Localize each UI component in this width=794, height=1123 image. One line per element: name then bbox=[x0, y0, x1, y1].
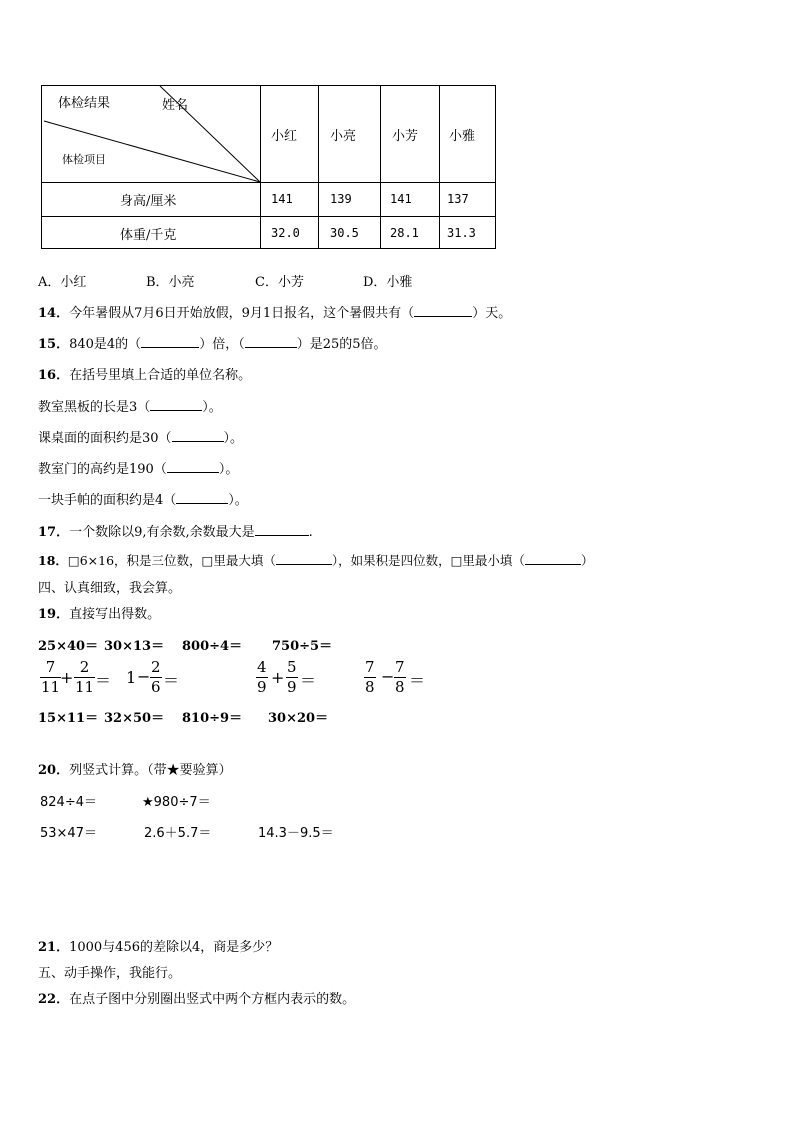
header-item: 体检项目 bbox=[62, 153, 106, 166]
row-label-height: 身高/厘米 bbox=[120, 194, 177, 209]
question-15: 15．840是4的（ ）倍，（ ）是25的5倍。 bbox=[38, 337, 387, 352]
question-16-line: 教室黑板的长是3（ ）。 bbox=[38, 400, 222, 415]
question-20-title: 20．列竖式计算。（带★要验算） bbox=[38, 763, 232, 778]
name-xiaoliang: 小亮 bbox=[330, 129, 357, 144]
fraction: 2 11 bbox=[75, 658, 95, 696]
question-18: 18．□6×16，积是三位数，□里最大填（ ），如果积是四位数，□里最小填（ ） bbox=[38, 553, 594, 568]
cell-value: 141 bbox=[271, 192, 293, 206]
row-label-weight: 体重/千克 bbox=[120, 228, 177, 243]
vertical-calc-item: 53×47＝ bbox=[40, 826, 97, 841]
vertical-calc-item: ★980÷7＝ bbox=[142, 795, 211, 810]
calc-item: 800÷4＝ bbox=[182, 639, 243, 654]
header-result: 体检结果 bbox=[58, 96, 111, 111]
vertical-calc-item: 824÷4＝ bbox=[40, 795, 97, 810]
cell-value: 137 bbox=[447, 192, 469, 206]
calc-item: 32×50＝ bbox=[104, 711, 165, 726]
question-19-title: 19．直接写出得数。 bbox=[38, 607, 161, 622]
answer-blank[interactable] bbox=[245, 335, 297, 348]
fraction: 7 11 bbox=[41, 658, 61, 696]
fraction: 7 8 bbox=[395, 658, 405, 696]
question-16-line: 一块手帕的面积约是4（ ）。 bbox=[38, 493, 248, 508]
cell-value: 139 bbox=[330, 192, 352, 206]
vertical-calc-item: 2.6＋5.7＝ bbox=[144, 826, 212, 841]
fraction: 4 9 bbox=[257, 658, 267, 696]
cell-value: 28.1 bbox=[390, 226, 419, 240]
answer-blank[interactable] bbox=[525, 552, 581, 565]
calc-item: 25×40＝ bbox=[38, 639, 99, 654]
vertical-calc-item: 14.3－9.5＝ bbox=[258, 826, 334, 841]
calc-item: 810÷9＝ bbox=[182, 711, 243, 726]
question-16-line: 教室门的高约是190（ ）。 bbox=[38, 462, 239, 477]
name-xiaofang: 小芳 bbox=[392, 129, 419, 144]
question-17: 17．一个数除以9,有余数,余数最大是 . bbox=[38, 525, 313, 540]
answer-blank[interactable] bbox=[414, 304, 472, 317]
cell-value: 31.3 bbox=[447, 226, 476, 240]
fraction: 2 6 bbox=[151, 658, 161, 696]
answer-blank[interactable] bbox=[172, 429, 224, 442]
option-b: B．小亮 bbox=[146, 275, 195, 290]
header-name: 姓名 bbox=[162, 98, 189, 113]
name-xiaohong: 小红 bbox=[271, 129, 298, 144]
fraction: 5 9 bbox=[287, 658, 297, 696]
section-4-heading: 四、认真细致，我会算。 bbox=[38, 581, 182, 596]
name-xiaoya: 小雅 bbox=[449, 129, 476, 144]
calc-item: 30×20＝ bbox=[268, 711, 329, 726]
health-check-table bbox=[41, 85, 496, 249]
question-16-line: 课桌面的面积约是30（ ）。 bbox=[38, 431, 244, 446]
option-d: D．小雅 bbox=[363, 275, 413, 290]
answer-blank[interactable] bbox=[255, 523, 309, 536]
answer-blank[interactable] bbox=[150, 398, 202, 411]
question-21: 21．1000与456的差除以4，商是多少？ bbox=[38, 940, 279, 955]
calc-item: 30×13＝ bbox=[104, 639, 165, 654]
calc-item: 750÷5＝ bbox=[272, 639, 333, 654]
section-5-heading: 五、动手操作，我能行。 bbox=[38, 966, 182, 981]
question-14: 14．今年暑假从7月6日开始放假，9月1日报名，这个暑假共有（ ）天。 bbox=[38, 306, 512, 321]
answer-blank[interactable] bbox=[176, 491, 228, 504]
calc-item: 15×11＝ bbox=[38, 711, 99, 726]
answer-blank[interactable] bbox=[167, 460, 219, 473]
cell-value: 32.0 bbox=[271, 226, 300, 240]
option-a: A．小红 bbox=[38, 275, 87, 290]
option-c: C．小芳 bbox=[255, 275, 304, 290]
question-16-title: 16．在括号里填上合适的单位名称。 bbox=[38, 368, 252, 383]
answer-blank[interactable] bbox=[276, 552, 332, 565]
cell-value: 30.5 bbox=[330, 226, 359, 240]
cell-value: 141 bbox=[390, 192, 412, 206]
fraction: 7 8 bbox=[365, 658, 375, 696]
question-22: 22．在点子图中分别圈出竖式中两个方框内表示的数。 bbox=[38, 992, 356, 1007]
answer-blank[interactable] bbox=[141, 335, 199, 348]
